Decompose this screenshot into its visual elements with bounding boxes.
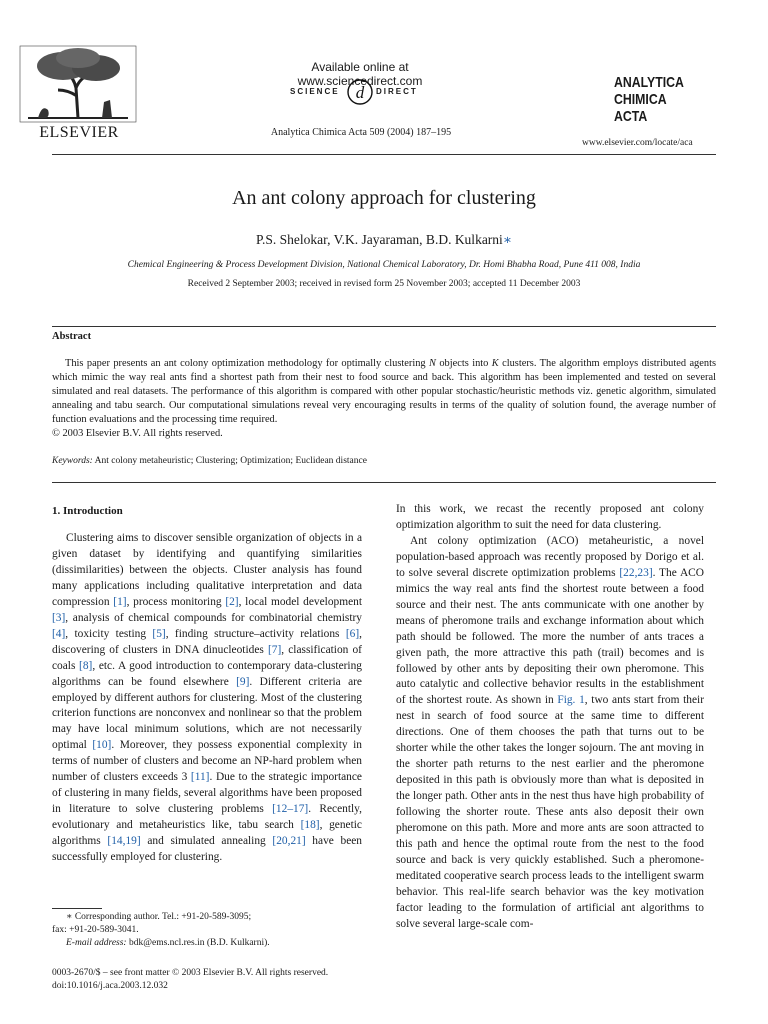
journal-masthead [614,74,684,125]
citation-link[interactable]: [7] [267,643,282,656]
article-authors [52,232,716,248]
citation-link[interactable]: [1] [113,595,127,608]
body-text: . Different criteria are employed by different authors for clustering. Most of the clustering criterion functions are nonconvex and nonlinear so that the problem may have local minimum solutions, which are not necessarily optimal [52,675,362,752]
body-text: , classification of coals [52,643,362,672]
body-text: and simulated annealing [140,835,273,848]
citation-link[interactable]: [22,23] [619,566,653,579]
footnote-email-line [52,937,372,950]
keywords-list: Ant colony metaheuristic; Clustering; Optimization; Euclidean distance [92,456,367,466]
citation-link[interactable]: [12–17] [272,803,309,816]
citation-link[interactable]: [3] [52,611,66,624]
abstract-part: objects into [435,358,492,369]
doi-line[interactable]: doi:10.1016/j.aca.2003.12.032 [52,981,168,991]
article-title: An ant colony approach for clustering [232,187,536,209]
sciencedirect-direct: DIRECT [376,87,418,96]
authors-text: P.S. Shelokar, V.K. Jayaraman, B.D. Kulkarni [255,232,503,247]
svg-text:d: d [355,83,365,102]
body-text: Ant colony optimization (ACO) metaheuristic, a novel population-based approach was recently proposed by Dorigo et al. to solve several discrete optimization problems [396,534,704,579]
abstract-copyright: © 2003 Elsevier B.V. All rights reserved. [52,428,223,439]
citation-link[interactable]: [8] [79,659,93,672]
section-heading-introduction: 1. Introduction [52,505,123,517]
abstract-var-n: N [429,358,436,369]
author-affiliation: Chemical Engineering & Process Development Division, National Chemical Laboratory, Dr. Homi Bhabha Road, Pune 411 008, India [127,260,641,270]
email-label: E-mail address: [66,938,127,948]
sciencedirect-logo [290,78,440,108]
body-text: , etc. A good introduction to contemporary data-clustering algorithms can be found elsewhere [52,659,362,688]
body-text: , toxicity testing [65,627,153,640]
body-paragraph [396,534,704,933]
header-divider [52,154,716,155]
body-text: , finding structure–activity relations [165,627,346,640]
abstract-text [52,357,716,427]
body-text: , local model development [238,595,362,608]
sciencedirect-d-icon [346,78,374,106]
masthead-line: ACTA [614,108,648,125]
citation-link[interactable]: [20,21] [272,835,306,848]
journal-url[interactable]: www.elsevier.com/locate/aca [582,138,693,148]
keywords [52,456,367,466]
citation-link[interactable]: [9] [236,675,250,688]
body-text: . The ACO mimics the way real ants find the shortest route between a food source and their nest. The ants communicate with one another by means of pheromone trails and exchange information about which path should be followed. The more the number of ants traces a given path, the more attractive this path (trail) becomes and is followed by other ants by depositing their own pheromone. This auto catalytic and collective behavior results in the establishment of the shortest route. As shown in [396,566,704,707]
body-text: have been successfully employed for clustering. [52,835,363,864]
body-text: . Due to the strategic importance of clustering in many fields, several algorithms have been proposed in literature to solve clustering problems [52,771,362,816]
citation-link[interactable]: [4] [52,627,66,640]
body-text: , process monitoring [126,595,226,608]
citation-link[interactable]: [18] [300,819,320,832]
journal-reference: Analytica Chimica Acta 509 (2004) 187–195 [270,127,452,138]
intro-left-column [52,531,362,866]
body-text: . Moreover, they possess exponential complexity in terms of number of clusters and become an NP-hard problem when number of clusters exceeds 3 [52,739,362,784]
masthead-line: ANALYTICA [614,74,684,91]
abstract-var-k: K [491,358,499,369]
citation-link[interactable]: [6] [345,627,360,640]
masthead-line: CHIMICA [614,91,667,108]
body-text: . Recently, evolutionary and metaheuristics like, tabu search [52,803,362,832]
email-address[interactable]: bdk@ems.ncl.res.in (B.D. Kulkarni). [126,938,270,948]
citation-link[interactable]: [10] [92,739,112,752]
intro-right-column [396,502,704,933]
sciencedirect-science: SCIENCE [290,87,340,96]
footnote-line: ∗ Corresponding author. Tel.: +91-20-589-3095; [66,912,252,922]
body-text: , discovering of clusters in DNA dinucleotides [52,627,362,656]
abstract-part: This paper presents an ant colony optimization methodology for optimally clustering [65,358,430,369]
keywords-divider [52,482,716,483]
body-text: , analysis of chemical compounds for combinatorial chemistry [65,611,362,624]
keywords-label: Keywords: [52,456,93,466]
abstract-heading: Abstract [52,331,92,342]
footnote [52,911,372,950]
body-text: , two ants start from their nest in search of food source at the same time to different directions. One of them chooses the path that turns out to be shorter while the other takes the longer sojourn. The ant moving in the shorter path returns to the nest earlier and the pheromone deposited in this path is obviously more than what is deposited in the longer path. Other ants in the nest thus have high probability of following the shorter route. These ants also deposit their own pheromone on this path. More and more ants are soon attracted to this path and hence the optimal route from the nest to the food source and back is very quickly established. Such a pheromone-meditated cooperative search process leads to the intelligent swarm behavior. This real-life search behavior was the key motivation factor leading to the formulation of artificial ant algorithms to solve several large-scale com- [396,694,704,930]
figure-link[interactable]: Fig. 1 [557,694,585,707]
body-text: , genetic algorithms [52,819,362,848]
footnote-divider [52,908,102,909]
issn-line: 0003-2670/$ – see front matter © 2003 Elsevier B.V. All rights reserved. [52,968,329,978]
body-text: Clustering aims to discover sensible organization of objects in a given dataset by identifying and quantifying similarities (dissimilarities) between the objects. Cluster analysis has found many applications including qualitative interpretation and data compression [52,532,362,608]
publisher-name: ELSEVIER [39,124,119,141]
citation-link[interactable]: [14,19] [107,835,141,848]
body-paragraph: In this work, we recast the recently proposed ant colony optimization algorithm to suit the need for data clustering. [396,503,704,531]
citation-link[interactable]: [11] [190,771,210,784]
available-online-text: Available online at www.sciencedirect.com [297,60,423,88]
citation-link[interactable]: [5] [152,627,166,640]
abstract-top-divider [52,326,716,327]
corresponding-author-mark[interactable]: ∗ [502,232,512,247]
citation-link[interactable]: [2] [225,595,239,608]
abstract-part: clusters. The algorithm employs distributed agents which mimic the way real ants find a shortest path from their nest to food source and back. This algorithm has been implemented and tested on several simulated and real datasets. The performance of this algorithm is compared with other popular stochastic/heuristic methods viz. genetic algorithm, simulated annealing and tabu search. Our computational simulations reveal very encouraging results in terms of the quality of solution found, the average number of function evaluations and the processing time required. [52,358,716,425]
received-dates: Received 2 September 2003; received in revised form 25 November 2003; accepted 11 December 2003 [187,279,581,289]
footnote-line: fax: +91-20-589-3041. [52,925,139,935]
page-footer [52,967,382,993]
